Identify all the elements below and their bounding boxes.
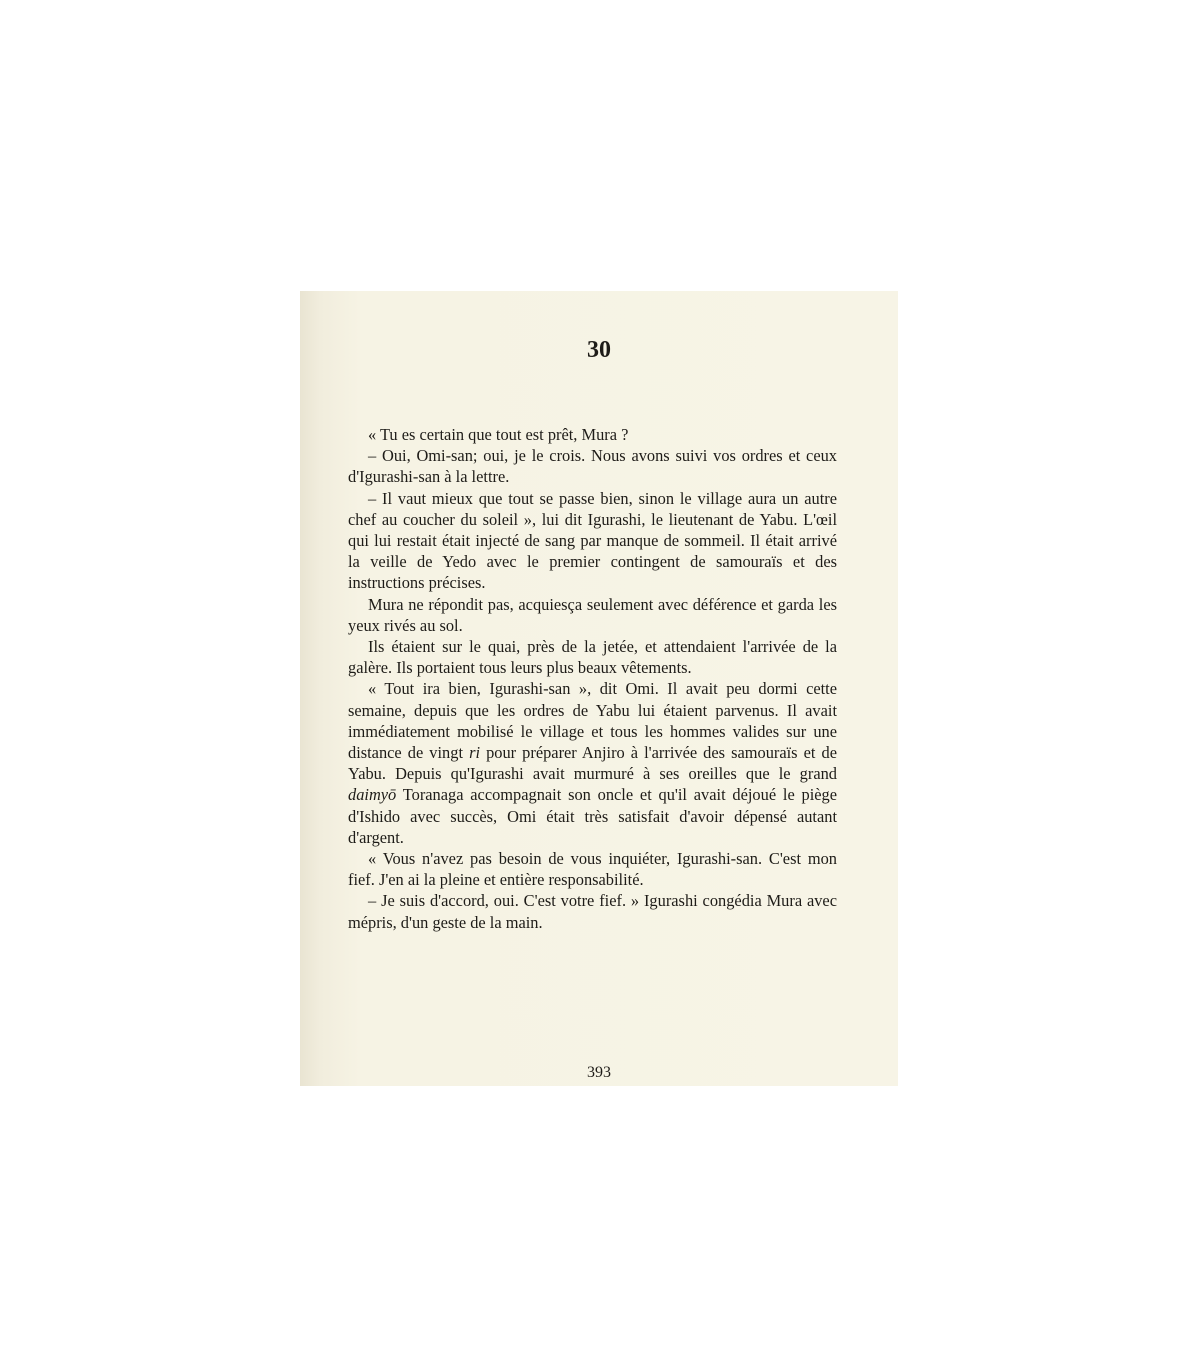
paragraph: – Il vaut mieux que tout se passe bien, sinon le village aura un autre chef au coucher du soleil », lui dit Igurashi, le lieutenant de Yabu. L'œil qui lui restait était injecté de sang par manque de sommeil. Il était arrivé la veille de Yedo avec le premier contingent de samouraïs et des instructions précises. <box>348 488 837 593</box>
paragraph <box>348 678 837 848</box>
paragraph: – Oui, Omi-san; oui, je le crois. Nous avons suivi vos ordres et ceux d'Igurashi-san à la lettre. <box>348 446 837 487</box>
page-number: 393 <box>587 1064 611 1081</box>
paragraph-segment: Toranaga accompagnait son oncle et qu'il avait déjoué le piège d'Ishido avec succès, Omi était très satisfait d'avoir dépensé autant d'argent. <box>348 785 837 847</box>
paragraph: – Je suis d'accord, oui. C'est votre fief. » Igurashi congédia Mura avec mépris, d'un geste de la main. <box>348 891 837 932</box>
chapter-number: 30 <box>587 337 611 363</box>
paragraph-segment: « Tout ira bien, Igurashi-san », dit Omi. Il avait peu dormi cette semaine, depuis que les ordres de Yabu lui étaient parvenus. Il avait immédiatement mobilisé le village et tous les hommes valides sur une distance de vingt <box>348 679 837 763</box>
paragraph: « Vous n'avez pas besoin de vous inquiéter, Igurashi-san. C'est mon fief. J'en ai la pleine et entière responsabilité. <box>348 849 837 890</box>
paragraph: Mura ne répondit pas, acquiesça seulement avec déférence et garda les yeux rivés au sol. <box>348 594 837 635</box>
book-page <box>300 291 898 1086</box>
paragraph-segment: pour préparer Anjiro à l'arrivée des samouraïs et de Yabu. Depuis qu'Igurashi avait murmuré à ses oreilles que le grand <box>348 743 837 784</box>
body-text <box>348 424 837 933</box>
italic-term-daimyo: daimyō <box>348 785 397 805</box>
italic-term-ri: ri <box>469 743 480 763</box>
paragraph: « Tu es certain que tout est prêt, Mura ? <box>368 425 629 444</box>
paragraph: Ils étaient sur le quai, près de la jetée, et attendaient l'arrivée de la galère. Ils portaient tous leurs plus beaux vêtements. <box>348 637 837 678</box>
